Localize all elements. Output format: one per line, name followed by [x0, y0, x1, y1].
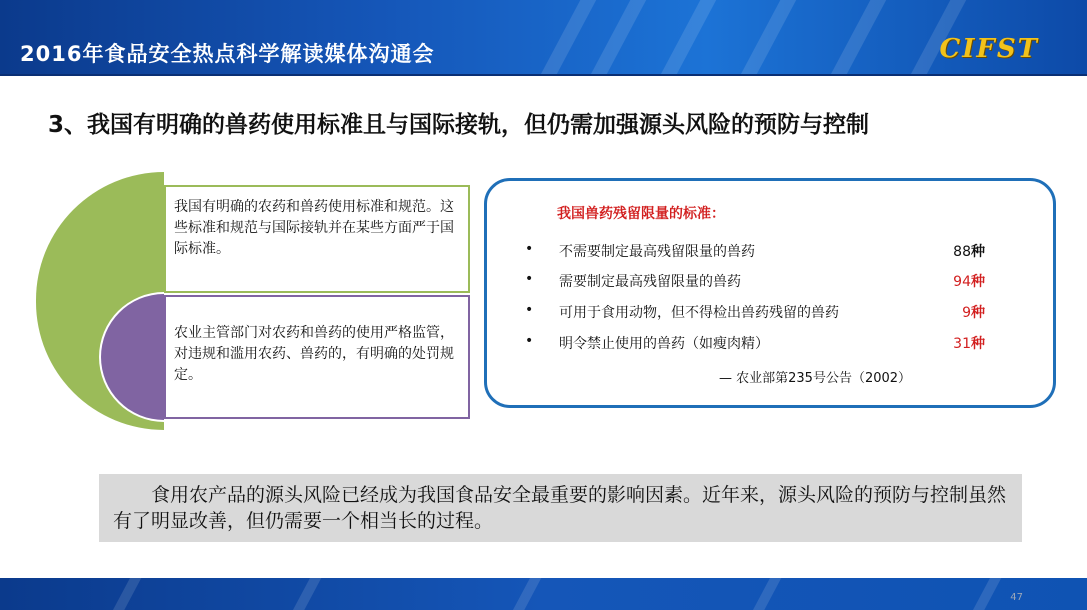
footer-banner: [0, 578, 1087, 610]
source-citation: — 农业部第235号公告（2002）: [719, 371, 912, 386]
bullet-icon: •: [525, 333, 534, 349]
summary-text: 食用农产品的源头风险已经成为我国食品安全最重要的影响因素。近年来，源头风险的预防与控制虽然有了明显改善，但仍需要一个相当长的过程。: [113, 484, 1007, 532]
header-title: 2016年食品安全热点科学解读媒体沟通会: [20, 42, 435, 66]
item-count: 31种: [953, 336, 985, 352]
list-item: [525, 271, 985, 295]
standards-text-box: [164, 185, 470, 293]
item-text: 明令禁止使用的兽药（如瘦肉精）: [559, 336, 769, 352]
item-text: 需要制定最高残留限量的兽药: [559, 274, 741, 290]
bullet-icon: •: [525, 241, 534, 257]
list-item: [525, 302, 985, 326]
slide-title: 3、我国有明确的兽药使用标准且与国际接轨，但仍需加强源头风险的预防与控制: [48, 112, 870, 138]
summary-box: [99, 474, 1022, 542]
header-banner: [0, 0, 1087, 76]
panel-title: 我国兽药残留限量的标准：: [557, 206, 725, 222]
bullet-icon: •: [525, 302, 534, 318]
list-item: [525, 241, 985, 265]
list-item: [525, 333, 985, 357]
item-text: 不需要制定最高残留限量的兽药: [559, 244, 755, 260]
page-number: 47: [1010, 592, 1023, 603]
item-text: 可用于食用动物，但不得检出兽药残留的兽药: [559, 305, 839, 321]
item-count: 94种: [953, 274, 985, 290]
bullet-icon: •: [525, 271, 534, 287]
standards-text: 我国有明确的农药和兽药使用标准和规范。这些标准和规范与国际接轨并在某些方面严于国际标准。: [174, 199, 454, 257]
supervision-text-box: [164, 295, 470, 419]
item-count: 88种: [953, 244, 985, 260]
supervision-text: 农业主管部门对农药和兽药的使用严格监管，对违规和滥用农药、兽药的，有明确的处罚规定。: [174, 325, 454, 383]
residue-standards-panel: [484, 178, 1056, 408]
cifst-logo: CIFST: [939, 34, 1039, 64]
item-count: 9种: [962, 305, 985, 321]
